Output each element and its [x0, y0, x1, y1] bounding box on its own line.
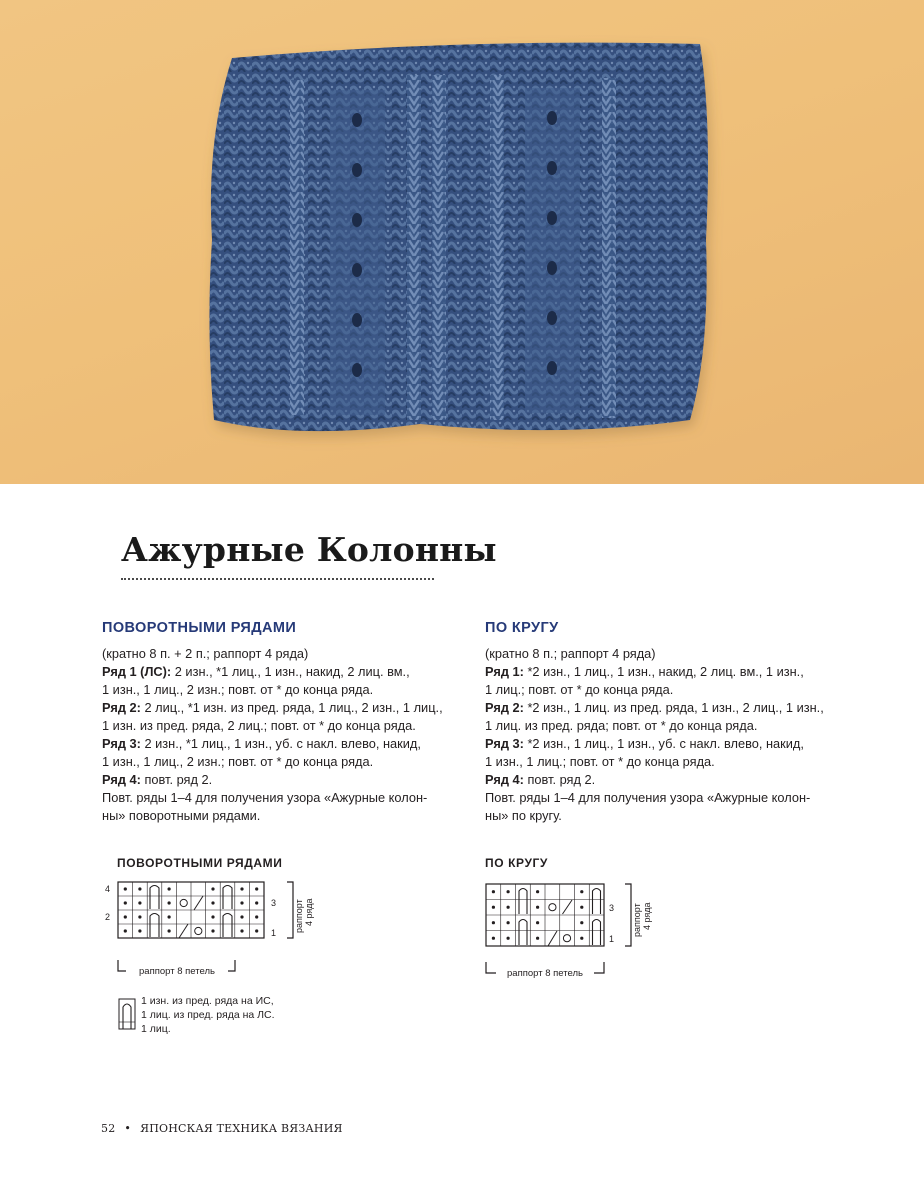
flat-row-4	[102, 771, 462, 789]
chart-round-row-bracket	[625, 884, 631, 946]
round-row-1-label: Ряд 1:	[485, 664, 524, 679]
round-row-2	[485, 699, 845, 717]
flat-heading: ПОВОРОТНЫМИ РЯДАМИ	[102, 620, 297, 636]
round-row-4-text: повт. ряд 2.	[523, 772, 596, 787]
instructions-flat	[102, 620, 462, 825]
flat-intro: (кратно 8 п. + 2 п.; раппорт 4 ряда)	[102, 646, 309, 661]
chart-flat-repeat-rows: раппорт	[294, 899, 304, 933]
round-row-1	[485, 663, 845, 681]
book-title: ЯПОНСКАЯ ТЕХНИКА ВЯЗАНИЯ	[140, 1122, 343, 1135]
swatch-photo	[0, 0, 924, 484]
flat-row-2-label: Ряд 2:	[102, 700, 141, 715]
flat-row-1-text: 2 изн., *1 лиц., 1 изн., накид, 2 лиц. вм.,	[171, 664, 410, 679]
round-intro: (кратно 8 п.; раппорт 4 ряда)	[485, 646, 656, 661]
legend-line-1: 1 изн. из пред. ряда на ИС,	[141, 995, 274, 1007]
flat-row-3-cont: 1 изн., 1 лиц., 2 изн.; повт. от * до конца ряда.	[102, 754, 374, 769]
round-row-1-text: *2 изн., 1 лиц., 1 изн., накид, 2 лиц. вм., 1 изн.,	[523, 664, 804, 679]
chart-round-row-3: 3	[609, 903, 615, 913]
legend-text	[141, 994, 275, 1036]
round-row-3-cont: 1 изн., 1 лиц.; повт. от * до конца ряда.	[485, 754, 715, 769]
instructions-round	[485, 620, 845, 825]
flat-outro-cont: ны» поворотными рядами.	[102, 808, 261, 823]
flat-row-3-label: Ряд 3:	[102, 736, 141, 751]
legend-line-2: 1 лиц. из пред. ряда на ЛС.	[141, 1009, 275, 1021]
chart-flat-row-1: 1	[271, 928, 277, 938]
flat-row-4-label: Ряд 4:	[102, 772, 141, 787]
round-row-3	[485, 735, 845, 753]
flat-row-1-cont: 1 изн., 1 лиц., 2 изн.; повт. от * до конца ряда.	[102, 682, 374, 697]
title-dotted-rule	[121, 578, 434, 580]
flat-row-2-cont: 1 изн. из пред. ряда, 2 лиц.; повт. от * до конца ряда.	[102, 718, 416, 733]
chart-flat-row-bracket	[287, 882, 293, 938]
page-title: Ажурные Колонны	[121, 530, 497, 569]
round-row-1-cont: 1 лиц.; повт. от * до конца ряда.	[485, 682, 674, 697]
flat-row-1-label: Ряд 1 (ЛС):	[102, 664, 172, 679]
round-row-2-cont: 1 лиц. из пред. ряда; повт. от * до конца ряда.	[485, 718, 758, 733]
round-row-3-text: *2 изн., 1 лиц., 1 изн., уб. с накл. влево, накид,	[523, 736, 804, 751]
chart-flat-repeat-rows-2: 4 ряда	[304, 898, 314, 926]
round-row-4	[485, 771, 845, 789]
chart-flat-row-4: 4	[105, 884, 111, 894]
flat-row-3	[102, 735, 462, 753]
chart-round-repeat-rows-2: 4 ряда	[642, 902, 652, 930]
flat-row-4-text: повт. ряд 2.	[140, 772, 213, 787]
chart-flat	[98, 876, 318, 982]
page-footer	[101, 1122, 343, 1135]
round-outro: Повт. ряды 1–4 для получения узора «Ажурные колон-	[485, 790, 811, 805]
legend-line-3: 1 лиц.	[141, 1023, 171, 1035]
flat-outro: Повт. ряды 1–4 для получения узора «Ажурные колон-	[102, 790, 428, 805]
round-outro-cont: ны» по кругу.	[485, 808, 562, 823]
chart-flat-row-3: 3	[271, 898, 277, 908]
flat-row-3-text: 2 изн., *1 лиц., 1 изн., уб. с накл. влево, накид,	[140, 736, 421, 751]
chart-flat-repeat-sts: раппорт 8 петель	[139, 966, 215, 977]
flat-row-2-text: 2 лиц., *1 изн. из пред. ряда, 1 лиц., 2 изн., 1 лиц.,	[140, 700, 443, 715]
chart-round-row-1: 1	[609, 934, 615, 944]
round-row-4-label: Ряд 4:	[485, 772, 524, 787]
chart-flat-heading: ПОВОРОТНЫМИ РЯДАМИ	[117, 856, 283, 870]
round-row-3-label: Ряд 3:	[485, 736, 524, 751]
chart-round-repeat-rows: раппорт	[632, 903, 642, 937]
page-number: 52	[101, 1122, 116, 1135]
chart-round	[484, 878, 664, 984]
round-row-2-text: *2 изн., 1 лиц. из пред. ряда, 1 изн., 2 лиц., 1 изн.,	[523, 700, 824, 715]
round-heading: ПО КРУГУ	[485, 620, 559, 636]
round-row-2-label: Ряд 2:	[485, 700, 524, 715]
chart-round-heading: ПО КРУГУ	[485, 856, 548, 870]
flat-row-1	[102, 663, 462, 681]
footer-separator: •	[124, 1122, 132, 1135]
flat-row-2	[102, 699, 462, 717]
chart-flat-row-2: 2	[105, 912, 111, 922]
chart-round-repeat-sts: раппорт 8 петель	[507, 968, 583, 979]
legend-symbols	[118, 998, 138, 1032]
knitted-swatch-image	[0, 0, 924, 484]
